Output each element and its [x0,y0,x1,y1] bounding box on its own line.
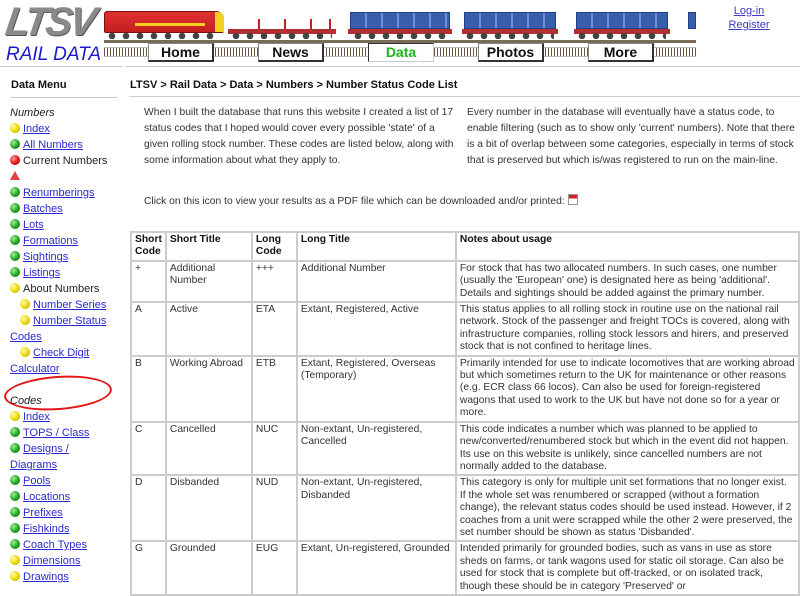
sidebar-item-locations[interactable] [10,489,122,505]
table-header-row [131,232,799,261]
sidebar-link[interactable]: Diagrams [10,459,58,471]
cell-notes: This code indicates a number which was planned to be applied to new/converted/renumbered stock but which in the event did not happen. Its use on this website is unlikely, since cancelled numbers are not normally added to the database. [456,422,799,476]
sidebar-item-dimensions[interactable] [10,553,122,569]
cell-long-title: Non-extant, Un-registered, Cancelled [297,422,456,476]
cell-short-code: + [131,261,166,302]
sidebar-link[interactable]: Sightings [23,251,69,263]
login-link[interactable]: Log-in [733,5,765,17]
intro-paragraph-right: Every number in the database will eventually have a status code, to enable filtering (such as to show only 'current' numbers). Note that there is a bit of overlap between some categories, especially in terms of stock that is preserved but which is/was registered to run on the main-line. [467,107,795,166]
sidebar-link[interactable]: Index [23,123,50,135]
cell-short-code: A [131,302,166,356]
green-dot-icon [10,427,20,437]
wagon-wheels [578,33,666,39]
sidebar-link[interactable]: Codes [10,331,42,343]
cell-long-title: Extant, Un-registered, Grounded [297,541,456,595]
green-dot-icon [10,139,20,149]
cell-short-code: C [131,422,166,476]
sidebar-link[interactable]: Batches [23,203,63,215]
sidebar-link[interactable]: Coach Types [23,539,88,551]
loaded-wagon-graphic [576,12,668,29]
sidebar-item-coach-types[interactable] [10,537,122,553]
col-header-long-title: Long Title [297,232,456,261]
cell-notes: For stock that has two allocated numbers. In such cases, one number (usually the 'European' one) is designated here as being 'additional'. Details and sightings should be added against the primary number. [456,261,799,302]
sidebar-section-codes: Codes [10,395,42,407]
cell-short-title: Active [166,302,252,356]
table-row [131,422,799,476]
sidebar-link[interactable]: Prefixes [23,507,63,519]
cell-notes: Primarily intended for use to indicate locomotives that are working abroad but which sometimes return to the UK for maintenance or other reasons (e.g. ECR class 66 locos). Can also be used for foreign-registered wagons that used to work to the UK but have not done so for a year or more. [456,356,799,422]
site-header [0,0,800,66]
sidebar-link[interactable]: Dimensions [23,555,81,567]
cell-short-title: Working Abroad [166,356,252,422]
sidebar-item-lots[interactable] [10,217,122,233]
sidebar-menu [10,105,122,585]
intro-paragraph-left: When I built the database that runs this website I created a list of 17 status codes that I hoped would cover every possible 'state' of a given rolling stock number. These codes are listed below, along with some information about what they apply to. [144,107,454,166]
nav-news-button[interactable]: News [258,43,324,62]
loaded-wagon-graphic [350,12,450,29]
sidebar-item-about-numbers [10,281,122,297]
yellow-dot-icon [10,571,20,581]
green-dot-icon [10,523,20,533]
cell-notes: Intended primarily for grounded bodies, such as vans in use as store sheds on farms, or tank wagons used for static oil storage. Can also be used for stock that is complete but off-tracked, or on isolated track, though these should be in category 'Preserved' or [456,541,799,595]
cell-short-title: Cancelled [166,422,252,476]
green-dot-icon [10,187,20,197]
sidebar-link[interactable]: All Numbers [23,139,83,151]
wagon-stake [329,19,331,29]
sidebar-link[interactable]: Pools [23,475,51,487]
green-dot-icon [10,203,20,213]
green-dot-icon [10,491,20,501]
cell-long-code: EUG [252,541,297,595]
yellow-dot-icon [20,347,30,357]
yellow-dot-icon [10,283,20,293]
logo-ltsv-text: LTSV [2,0,97,44]
wagon-wheels [232,33,332,39]
warning-icon [10,171,20,180]
sidebar-item-tops-class[interactable] [10,425,122,441]
pdf-icon[interactable] [568,194,578,205]
sidebar-item-number-series[interactable] [10,297,122,313]
pdf-export-text: Click on this icon to view your results as a PDF file which can be downloaded and/or printed: [144,196,565,207]
spacer [10,377,122,393]
sidebar-link[interactable]: TOPS / Class [23,427,90,439]
nav-photos-button[interactable]: Photos [478,43,544,62]
green-dot-icon [10,539,20,549]
sidebar-item-listings[interactable] [10,265,122,281]
sidebar [0,66,122,586]
green-dot-icon [10,251,20,261]
sidebar-item-designs-diagrams[interactable] [10,441,122,457]
cell-long-code: NUC [252,422,297,476]
sidebar-item-all-numbers[interactable] [10,137,122,153]
green-dot-icon [10,443,20,453]
wagon-wheels [466,33,554,39]
sidebar-link[interactable]: Number Series [33,299,107,311]
table-row [131,541,799,595]
cell-short-title: Additional Number [166,261,252,302]
sidebar-item-numbers-index[interactable] [10,121,122,137]
cell-notes: This status applies to all rolling stock in routine use on the national rail network. Stock of the passenger and freight TOCs is covered, along with infrastructure companies, rolling stock lessors and hirers, and preserved stock that is not confined to heritage lines. [456,302,799,356]
cell-short-code: D [131,475,166,541]
locomotive-graphic [104,11,224,33]
cell-long-code: ETA [252,302,297,356]
sidebar-item-number-status-codes[interactable] [10,313,122,329]
green-dot-icon [10,235,20,245]
col-header-short-title: Short Title [166,232,252,261]
loaded-wagon-graphic [464,12,556,29]
nav-data-button[interactable]: Data [368,43,434,62]
sidebar-link[interactable]: Locations [23,491,71,503]
sidebar-title: Data Menu [11,79,67,91]
sidebar-link[interactable]: Listings [23,267,61,279]
cell-short-title: Grounded [166,541,252,595]
nav-home-button[interactable]: Home [148,43,214,62]
sidebar-link[interactable]: Drawings [23,571,69,583]
wagon-stake [310,19,312,29]
green-dot-icon [10,475,20,485]
sidebar-item-batches[interactable] [10,201,122,217]
sidebar-item-formations[interactable] [10,233,122,249]
green-dot-icon [10,507,20,517]
cell-notes: This category is only for multiple unit set formations that no longer exist. If the whole set was renumbered or scrapped (without a formation change), the relevant status codes should be used instead. However, if 2 coaches from a unit were scrapped while the other 2 were preserved, the set number should be shown as status 'Disbanded'. [456,475,799,541]
table-row [131,302,799,356]
yellow-dot-icon [10,411,20,421]
sidebar-link[interactable]: Lots [23,219,44,231]
main-nav [104,43,696,62]
sidebar-section-numbers: Numbers [10,107,55,119]
sidebar-item-check-digit[interactable] [10,345,122,361]
cell-long-title: Extant, Registered, Overseas (Temporary) [297,356,456,422]
cell-short-code: G [131,541,166,595]
sidebar-item-drawings[interactable] [10,569,122,585]
main-content [125,66,800,592]
sidebar-item-renumberings[interactable] [10,185,122,201]
sidebar-link[interactable]: Index [23,411,50,423]
yellow-dot-icon [10,555,20,565]
register-link[interactable]: Register [728,19,770,31]
cell-short-title: Disbanded [166,475,252,541]
sidebar-link[interactable]: Renumberings [23,187,95,199]
sidebar-item-sightings[interactable] [10,249,122,265]
cell-long-title: Extant, Registered, Active [297,302,456,356]
col-header-long-code: Long Code [252,232,297,261]
loaded-wagon-graphic [688,12,696,29]
cell-long-title: Non-extant, Un-registered, Disbanded [297,475,456,541]
wagon-stake [258,19,260,29]
site-logo[interactable] [2,0,102,65]
sidebar-item-current-numbers [10,153,122,169]
sidebar-item-number-status-codes-cont[interactable] [10,329,122,345]
auth-links [724,4,774,32]
sidebar-item-fishkinds[interactable] [10,521,122,537]
table-row [131,356,799,422]
col-header-short-code: Short Code [131,232,166,261]
sidebar-link[interactable]: Fishkinds [23,523,70,535]
yellow-dot-icon [20,315,30,325]
table-row [131,475,799,541]
green-dot-icon [10,219,20,229]
sidebar-link[interactable]: Formations [23,235,79,247]
green-dot-icon [10,267,20,277]
cell-long-title: Additional Number [297,261,456,302]
table-row [131,261,799,302]
sidebar-item-designs-diagrams-cont[interactable] [10,457,122,473]
divider [129,96,800,97]
red-dot-icon [10,155,20,165]
divider [11,97,117,98]
nav-more-button[interactable]: More [588,43,654,62]
cell-long-code: ETB [252,356,297,422]
cell-long-code: NUD [252,475,297,541]
cell-short-code: B [131,356,166,422]
sidebar-label: Current Numbers [23,155,108,167]
cell-long-code: +++ [252,261,297,302]
sidebar-item-warning [10,169,122,185]
col-header-notes: Notes about usage [456,232,799,261]
pdf-export-line [144,194,578,207]
sidebar-link[interactable]: Number Status [33,315,107,327]
wagon-stake [284,19,286,29]
sidebar-item-pools[interactable] [10,473,122,489]
sidebar-item-codes-index[interactable] [10,409,122,425]
wagon-wheels [354,33,448,39]
loco-wheels [108,33,218,39]
yellow-dot-icon [10,123,20,133]
sidebar-item-check-digit-cont[interactable] [10,361,122,377]
train-banner-image [104,7,696,41]
sidebar-link[interactable]: Designs / [23,443,69,455]
sidebar-label: About Numbers [23,283,100,295]
sidebar-item-prefixes[interactable] [10,505,122,521]
status-codes-table [130,231,800,596]
sidebar-link[interactable]: Check Digit [33,347,90,359]
sidebar-link[interactable]: Calculator [10,363,60,375]
breadcrumb: LTSV > Rail Data > Data > Numbers > Number Status Code List [130,79,458,91]
yellow-dot-icon [20,299,30,309]
logo-rail-data-text: RAIL DATA [6,44,102,65]
